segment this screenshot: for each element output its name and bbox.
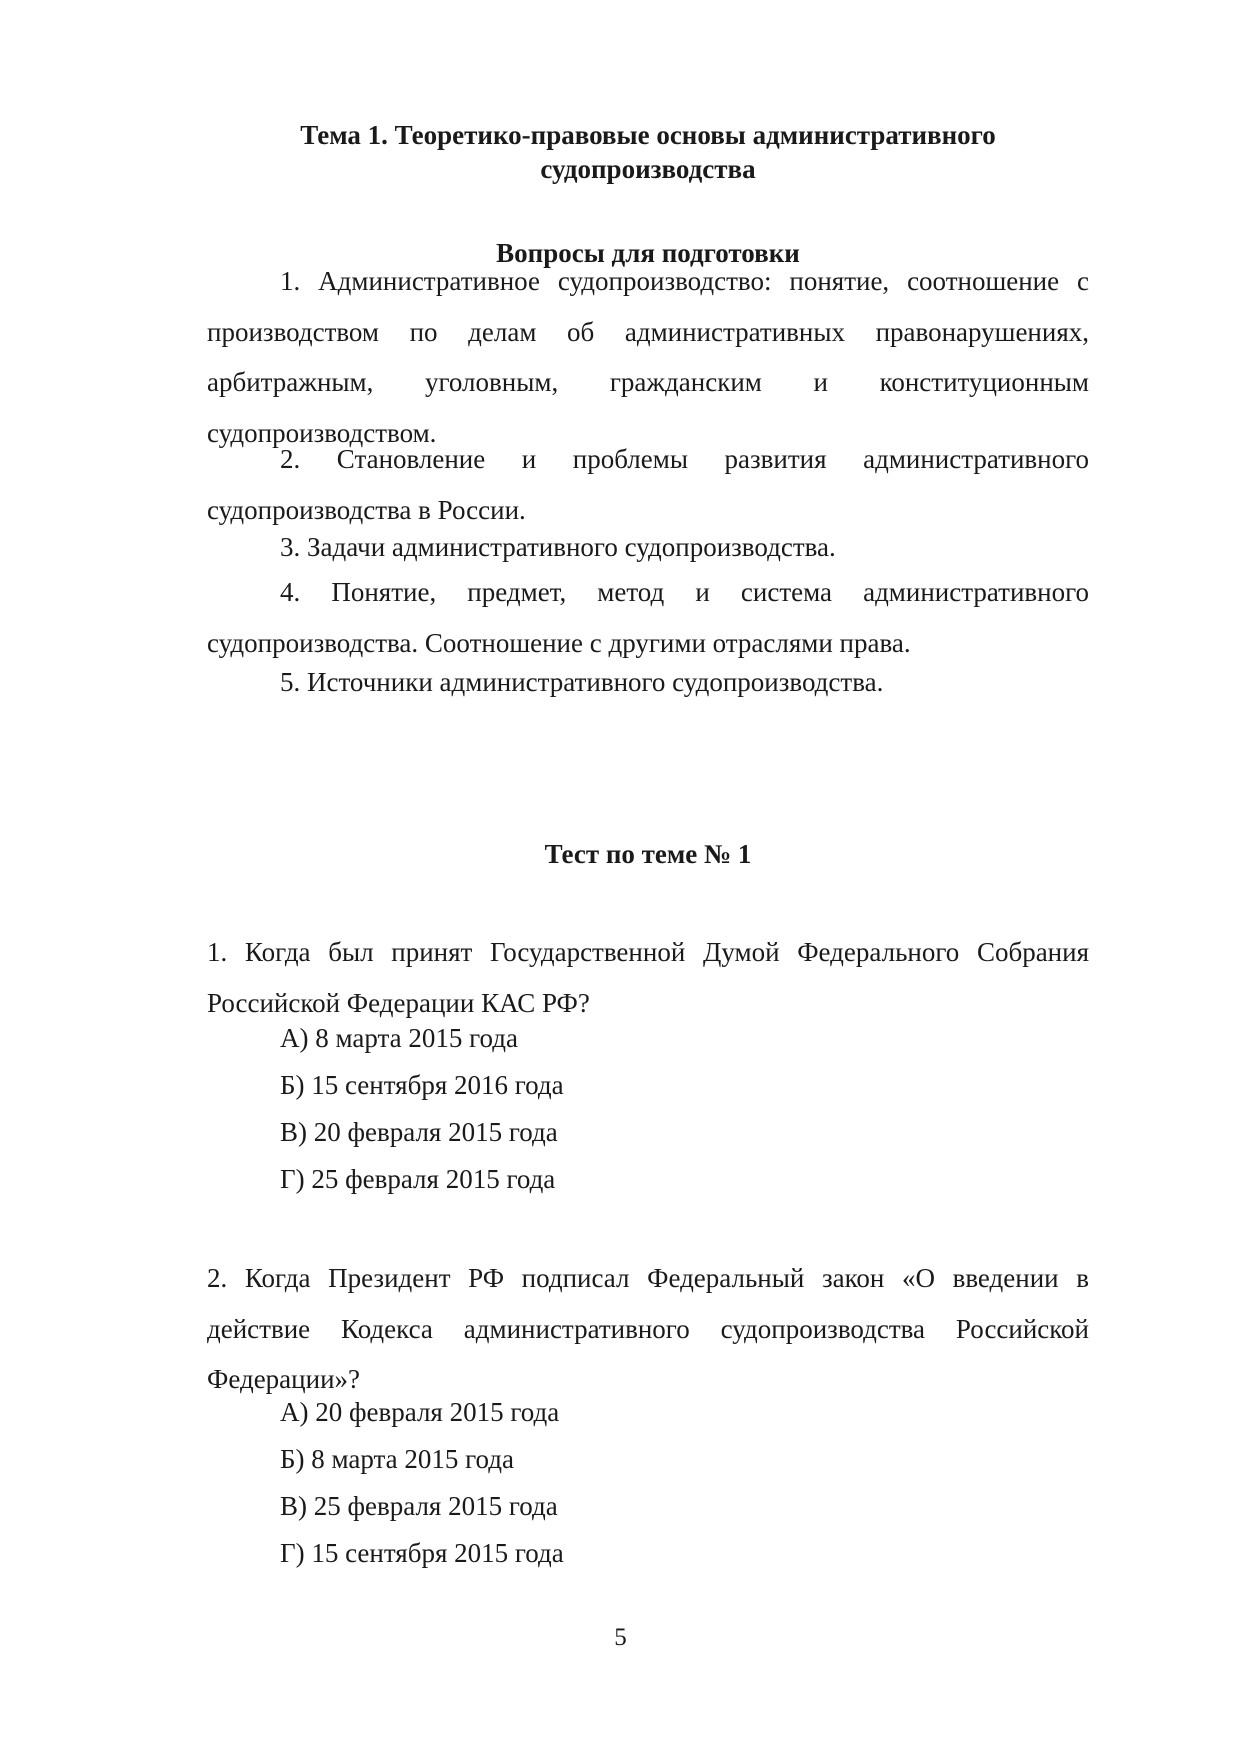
page-number: 5 (614, 1624, 627, 1651)
test-2-option-d: Г) 15 сентября 2015 года (280, 1538, 564, 1568)
test-1-option-d: Г) 25 февраля 2015 года (280, 1164, 556, 1194)
test-question-2: 2. Когда Президент РФ подписал Федеральный закон «О введении в действие Кодекса административного судопроизводства Российской Федерации»? (207, 1263, 1089, 1394)
test-1-option-c: В) 20 февраля 2015 года (280, 1117, 558, 1147)
question-4: 4. Понятие, предмет, метод и система административного судопроизводства. Соотношение с другими отраслями права. (207, 577, 1089, 658)
test-1-option-a: А) 8 марта 2015 года (280, 1023, 518, 1053)
question-5: 5. Источники административного судопроизводства. (280, 667, 884, 697)
test-2-option-c: В) 25 февраля 2015 года (280, 1491, 558, 1521)
test-question-1: 1. Когда был принят Государственной Думой Федерального Собрания Российской Федерации КАС РФ? (207, 937, 1089, 1018)
topic-title (207, 118, 1089, 186)
test-2-option-a: А) 20 февраля 2015 года (280, 1397, 560, 1427)
test-2-option-b: Б) 8 марта 2015 года (280, 1444, 514, 1474)
questions-heading: Вопросы для подготовки (496, 238, 800, 268)
test-heading: Тест по теме № 1 (544, 839, 752, 869)
question-3: 3. Задачи административного судопроизводства. (280, 532, 836, 562)
question-2: 2. Становление и проблемы развития административного судопроизводства в России. (207, 444, 1089, 525)
test-1-option-b: Б) 15 сентября 2016 года (280, 1070, 564, 1100)
question-1: 1. Административное судопроизводство: понятие, соотношение с производством по делам об административных правонарушениях, арбитражным, уголовным, гражданским и конституционным судопроизводством. (207, 266, 1089, 448)
topic-title-line2: судопроизводства (540, 154, 756, 184)
topic-title-line1: Тема 1. Теоретико-правовые основы административного (300, 120, 996, 150)
